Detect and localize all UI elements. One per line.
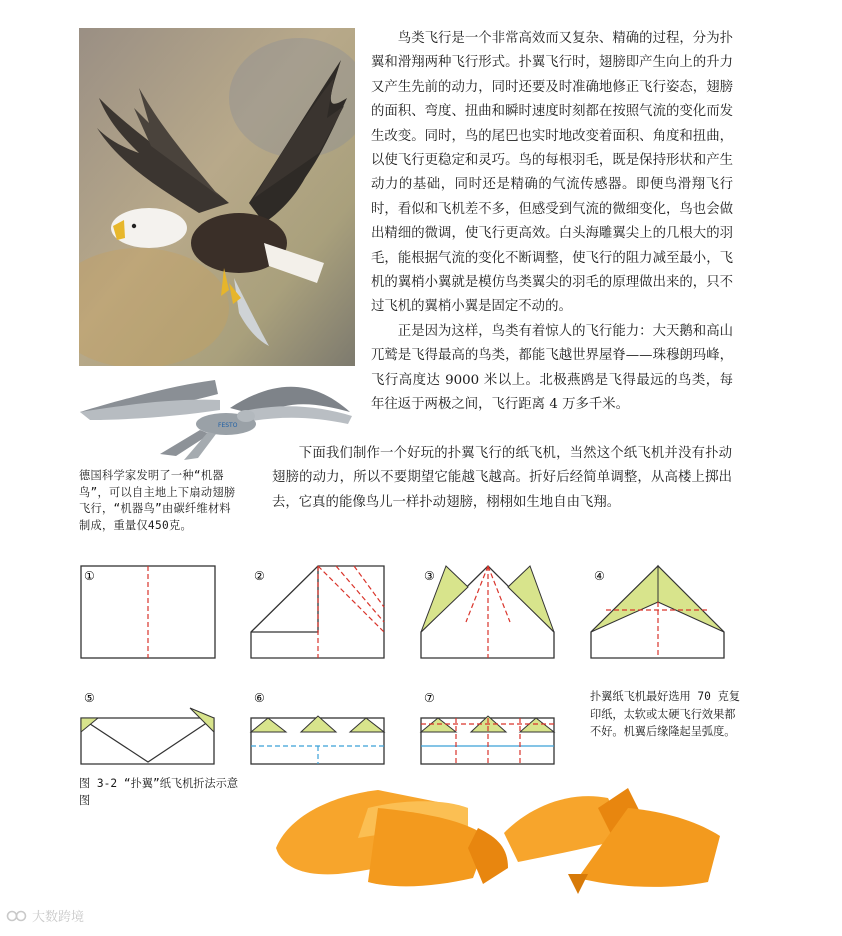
watermark-text: 大数跨境 <box>32 910 85 925</box>
fold-step-5 <box>76 688 222 768</box>
fold-step-3 <box>416 562 562 662</box>
fold-step-2 <box>246 562 392 662</box>
step-number: ③ <box>424 569 435 583</box>
paragraph: 下面我们制作一个好玩的扑翼飞行的纸飞机，当然这个纸飞机并没有扑动翅膀的动力，所以不要期望它能越飞越高。折好后经简单调整，从高楼上掷出去，它真的能像鸟儿一样扑动翅膀，栩栩如生地自由飞翔。 <box>272 446 732 510</box>
fold-step-7 <box>416 688 562 768</box>
step-number: ① <box>84 569 95 583</box>
paragraph: 正是因为这样，鸟类有着惊人的飞行能力：大天鹅和高山兀鹫是飞得最高的鸟类，都能飞越世界屋脊——珠穆朗玛峰，飞行高度达 9000 米以上。北极燕鸥是飞得最远的鸟类，每年往返于两极之间，飞行距离 4 万多千米。 <box>371 323 733 413</box>
figure-caption: 图 3-2 “扑翼”纸飞机折法示意图 <box>79 777 239 807</box>
step-number: ⑦ <box>424 691 435 705</box>
step-number: ② <box>254 569 265 583</box>
step-number: ⑥ <box>254 691 265 705</box>
paper-plane-photo <box>268 778 738 908</box>
watermark <box>6 906 84 925</box>
watermark-logo-icon <box>6 909 28 923</box>
article-body-wide <box>272 442 732 515</box>
eagle-photo <box>79 28 355 366</box>
paragraph: 鸟类飞行是一个非常高效而又复杂、精确的过程，分为扑翼和滑翔两种飞行形式。扑翼飞行时，翅膀即产生向上的升力又产生先前的动力，同时还要及时准确地修正飞行姿态，翅膀的面积、弯度、扭曲和瞬时速度时刻都在按照气流的变化而发生改变。同时，鸟的尾巴也实时地改变着面积、角度和扭曲，以使飞行更稳定和灵巧。鸟的每根羽毛，既是保持形状和产生动力的基础，同时还是精确的气流传感器。即便鸟滑翔飞行时，看似和飞机差不多，但感受到气流的微细变化，鸟也会做出精细的微调，使飞行更高效。白头海雕翼尖上的几根大的羽毛，能根据气流的变化不断调整，使飞行的阻力减至最小，飞机的翼梢小翼就是模仿鸟类翼尖的羽毛的原理做出来的，只不过飞机的翼梢小翼是固定不动的。 <box>371 31 733 315</box>
robot-logo-text: FESTO <box>218 422 238 429</box>
fold-step-1 <box>76 562 222 662</box>
fold-step-4 <box>586 562 732 662</box>
step-number: ④ <box>594 569 605 583</box>
fold-step-6 <box>246 688 392 768</box>
article-body <box>371 27 733 418</box>
step-number: ⑤ <box>84 691 95 705</box>
folding-note: 扑翼纸飞机最好选用 70 克复印纸，太软或太硬飞行效果都不好。机翼后缘隆起呈弧度。 <box>590 690 741 739</box>
robot-bird-caption: 德国科学家发明了一种“机器鸟”，可以自主地上下扇动翅膀飞行，“机器鸟”由碳纤维材料制成，重量仅450克。 <box>79 469 236 532</box>
